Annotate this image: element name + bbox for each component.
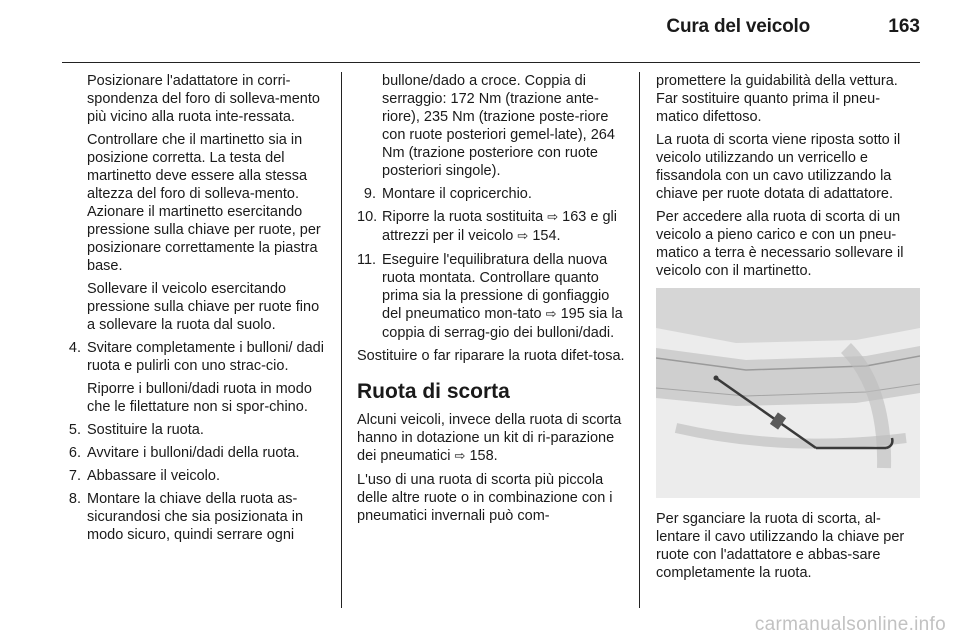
list-item bbox=[62, 339, 324, 375]
paragraph-torque: bullone/dado a croce. Coppia di serraggio: 172 Nm (trazione ante-riore), 235 Nm (trazione poste-riore con ruote posteriori gemel-late), 264 Nm (trazione posteriore con ruote posteriori singole). bbox=[382, 73, 615, 179]
list-item bbox=[62, 467, 324, 485]
column-2 bbox=[357, 72, 625, 530]
spare-wheel-illustration bbox=[656, 288, 920, 498]
paragraph-handling: promettere la guidabilità della vettura. Far sostituire quanto prima il pneu-matico difettoso. bbox=[656, 73, 898, 125]
paragraph-repair-kit bbox=[357, 411, 625, 466]
paragraph-raise-vehicle: Sollevare il veicolo esercitando pressione sulla chiave per ruote fino a sollevare la ruota dal suolo. bbox=[87, 281, 320, 333]
list-item bbox=[357, 251, 625, 342]
list-item bbox=[62, 421, 324, 439]
paragraph-smaller-spare: L'uso di una ruota di scorta più piccola delle altre ruote o in combinazione con i pneumatici invernali può com- bbox=[357, 472, 613, 524]
list-item bbox=[357, 185, 625, 203]
page-reference-arrow-icon[interactable]: ⇨ bbox=[517, 229, 529, 244]
paragraph-defective-wheel: Sostituire o far riparare la ruota difet-tosa. bbox=[357, 348, 625, 364]
section-heading: Ruota di scorta bbox=[357, 380, 510, 403]
paragraph-adapter: Posizionare l'adattatore in corri-spondenza del foro di solleva-mento più vicino alla ruota inte-ressata. bbox=[87, 73, 320, 125]
list-subparagraph: Riporre i bulloni/dadi ruota in modo che le filettature non si spor-chino. bbox=[87, 381, 312, 415]
list-number: 6. bbox=[68, 445, 81, 461]
list-text-part: 195 sia la coppia di serrag-gio dei bulloni/dadi. bbox=[382, 306, 623, 341]
paragraph-text-part: 158. bbox=[469, 448, 498, 464]
list-number: 10. bbox=[357, 209, 378, 225]
page-reference-arrow-icon[interactable]: ⇨ bbox=[454, 449, 466, 464]
page-reference-arrow-icon[interactable]: ⇨ bbox=[545, 307, 557, 322]
paragraph-text-part: Alcuni veicoli, invece della ruota di scorta hanno in dotazione un kit di ri-parazione dei pneumatici bbox=[357, 412, 622, 464]
header-rule bbox=[62, 62, 920, 63]
list-text-part: 163 e gli attrezzi per il veicolo bbox=[382, 209, 617, 244]
site-watermark: carmanualsonline.info bbox=[754, 614, 946, 635]
list-text: Montare la chiave della ruota as-sicurandosi che sia posizionata in modo sicuro, quindi serrare ogni bbox=[87, 491, 304, 543]
list-number: 11. bbox=[357, 252, 377, 268]
list-item bbox=[62, 444, 324, 462]
page-reference-arrow-icon[interactable]: ⇨ bbox=[547, 210, 559, 225]
page-number: 163 bbox=[888, 16, 920, 37]
list-text-part: 154. bbox=[532, 228, 561, 244]
list-number: 4. bbox=[68, 340, 81, 356]
list-text: Svitare completamente i bulloni/ dadi ruota e pulirli con uno strac-cio. bbox=[87, 340, 324, 374]
paragraph-winch: La ruota di scorta viene riposta sotto il veicolo utilizzando un verricello e fissandola con un cavo utilizzando la chiave per ruote dotata di adattatore. bbox=[656, 132, 901, 202]
column-3 bbox=[656, 72, 922, 587]
list-text: Montare il copricerchio. bbox=[382, 186, 532, 202]
list-number: 9. bbox=[363, 186, 376, 202]
list-number: 8. bbox=[68, 491, 81, 507]
list-text: Avvitare i bulloni/dadi della ruota. bbox=[87, 445, 300, 461]
list-number: 5. bbox=[68, 422, 81, 438]
list-number: 7. bbox=[68, 468, 81, 484]
list-text bbox=[382, 251, 625, 342]
paragraph-release-spare: Per sganciare la ruota di scorta, al-lentare il cavo utilizzando la chiave per ruote con l'adattatore e abbas-sare completamente la ruota. bbox=[656, 511, 905, 581]
column-1 bbox=[62, 72, 324, 549]
column-divider-2 bbox=[639, 72, 640, 608]
list-text: Sostituire la ruota. bbox=[87, 422, 204, 438]
list-text-part: Riporre la ruota sostituita bbox=[382, 209, 544, 225]
spare-wheel-drawing bbox=[656, 288, 920, 498]
paragraph-access-spare: Per accedere alla ruota di scorta di un veicolo a pieno carico e con un pneu-matico a terra è necessario sollevare il veicolo con il martinetto. bbox=[656, 209, 904, 279]
column-divider-1 bbox=[341, 72, 342, 608]
page-header-title: Cura del veicolo bbox=[666, 16, 810, 37]
list-text-part: Eseguire l'equilibratura della nuova ruota montata. Controllare quanto prima sia la pressione di gonfiaggio del pneumatico mon-tato bbox=[382, 252, 610, 322]
list-item bbox=[62, 490, 324, 544]
list-text: Abbassare il veicolo. bbox=[87, 468, 220, 484]
list-item bbox=[357, 208, 625, 246]
list-text bbox=[382, 208, 625, 246]
paragraph-check-jack: Controllare che il martinetto sia in posizione corretta. La testa del martinetto deve essere alla stessa altezza del foro di solleva-mento. Azionare il martinetto esercitando pressione sulla chiave per ruote, per posizionare correttamente la piastra base. bbox=[87, 132, 321, 274]
